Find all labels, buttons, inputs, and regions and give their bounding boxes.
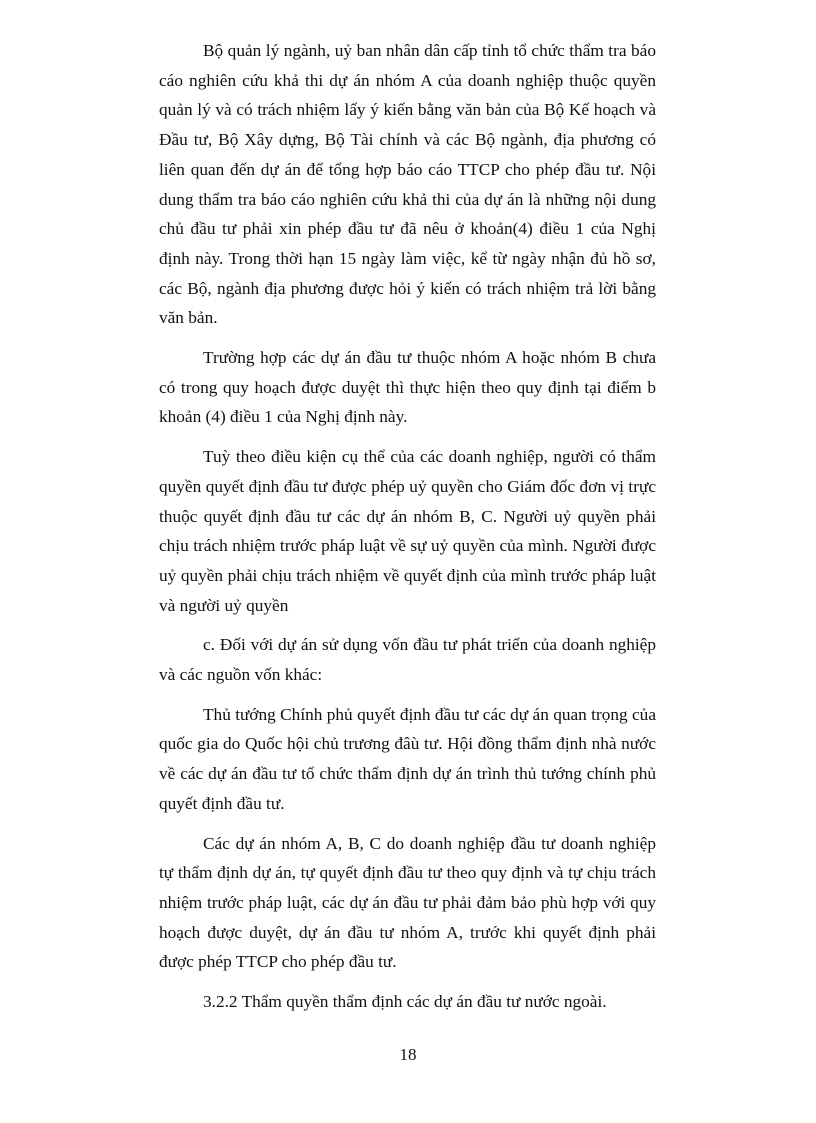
paragraph-unplanned-projects: Trường hợp các dự án đầu tư thuộc nhóm A hoặc nhóm B chưa có trong quy hoạch được duyệt thì thực hiện theo quy định tại điểm b khoản (4) điều 1 của Nghị định này.: [159, 348, 656, 427]
paragraph-ministry-appraisal: Bộ quản lý ngành, uỷ ban nhân dân cấp tỉnh tổ chức thẩm tra báo cáo nghiên cứu khả thi dự án nhóm A của doanh nghiệp thuộc quyền quản lý và có trách nhiệm lấy ý kiến bằng văn bản của Bộ Kế hoạch và Đầu tư, Bộ Xây dựng, Bộ Tài chính và các Bộ ngành, địa phương có liên quan đến dự án để tổng hợp báo cáo TTCP cho phép đầu tư. Nội dung thẩm tra báo cáo nghiên cứu khả thi của dự án là những nội dung chủ đầu tư phải xin phép đầu tư đã nêu ở khoản(4) điều 1 của Nghị định này. Trong thời hạn 15 ngày làm việc, kể từ ngày nhận đủ hồ sơ, các Bộ, ngành địa phương được hỏi ý kiến có trách nhiệm trả lời bằng văn bản.: [159, 41, 656, 328]
section-heading-3-2-2: 3.2.2 Thẩm quyền thẩm định các dự án đầu tư nước ngoài.: [203, 992, 607, 1012]
paragraph-group-abc: Các dự án nhóm A, B, C do doanh nghiệp đầu tư doanh nghiệp tự thẩm định dự án, tự quyết định đầu tư theo quy định và tự chịu trách nhiệm trước pháp luật, các dự án đầu tư phải đảm bảo phù hợp với quy hoạch được duyệt, dự án đầu tư nhóm A, trước khi quyết định phải được phép TTCP cho phép đầu tư.: [159, 833, 656, 972]
paragraph-prime-minister: Thủ tướng Chính phủ quyết định đầu tư các dự án quan trọng của quốc gia do Quốc hội chủ trương đâù tư. Hội đồng thẩm định nhà nước về các dự án đầu tư tổ chức thẩm định dự án trình thủ tướng chính phủ quyết định đầu tư.: [159, 704, 656, 813]
body-text: [159, 36, 656, 1027]
page-number: 18: [399, 1045, 417, 1064]
paragraph-section-c: c. Đối với dự án sử dụng vốn đầu tư phát triển của doanh nghiệp và các nguồn vốn khác:: [159, 635, 656, 685]
paragraph-delegation: Tuỳ theo điều kiện cụ thể của các doanh nghiệp, người có thẩm quyền quyết định đầu tư được phép uỷ quyền cho Giám đốc đơn vị trực thuộc quyết định đầu tư các dự án nhóm B, C. Người uỷ quyền phải chịu trách nhiệm trước pháp luật về sự uỷ quyền của mình. Người được uỷ quyền phải chịu trách nhiệm về quyết định của mình trước pháp luật và người uỷ quyền: [159, 447, 656, 615]
